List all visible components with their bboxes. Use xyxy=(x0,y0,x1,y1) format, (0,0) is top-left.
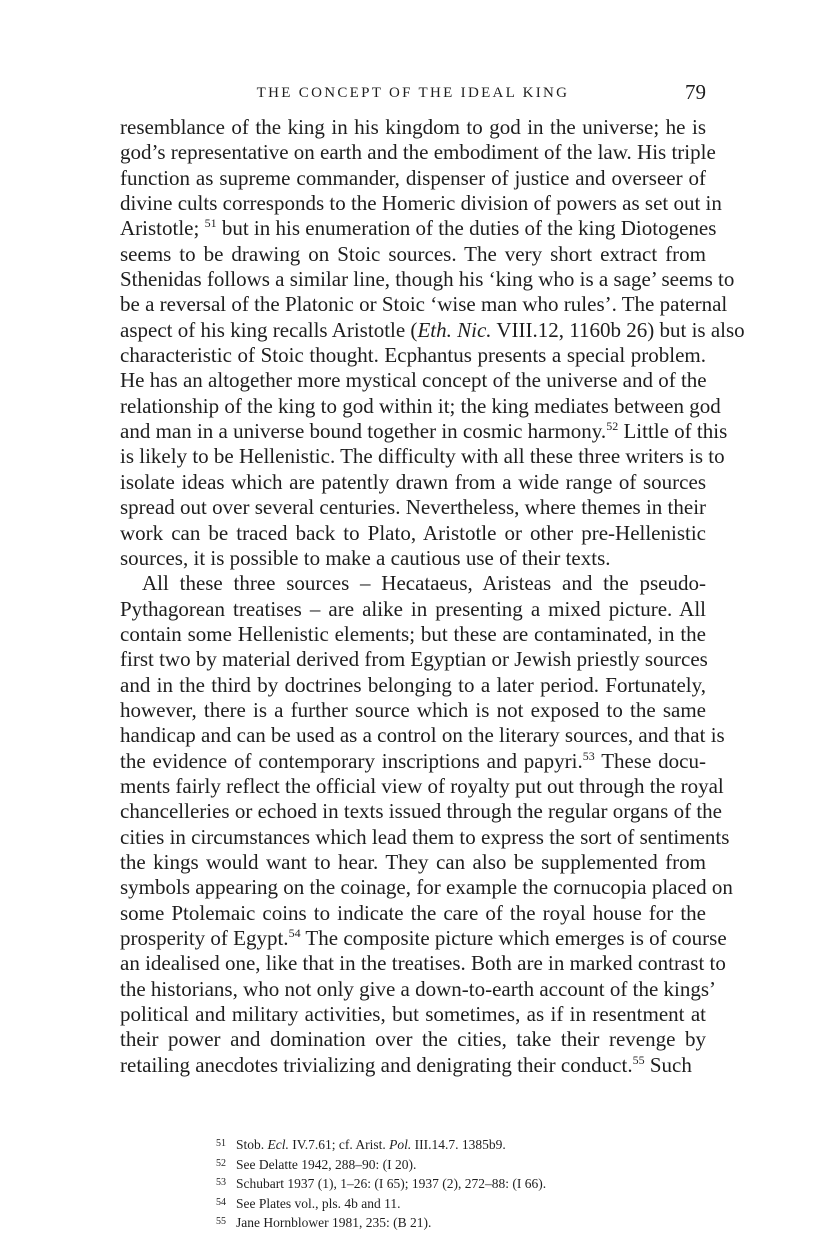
text-run: the kings would want to hear. They can also be supplemented from xyxy=(120,849,706,874)
text-run: Little of this xyxy=(618,419,728,444)
text-line xyxy=(120,495,706,520)
text-line xyxy=(120,140,716,165)
text-line xyxy=(120,191,722,216)
italic-text: Ecl. xyxy=(267,1137,289,1152)
text-run: work can be traced back to Plato, Aristotle or other pre-Hellenistic xyxy=(120,520,706,545)
footnote-number: 52 xyxy=(216,1157,226,1169)
italic-text: Eth. Nic. xyxy=(417,317,492,342)
text-run: some Ptolemaic coins to indicate the care of the royal house for the xyxy=(120,900,706,925)
text-line xyxy=(120,546,706,571)
body-text xyxy=(120,115,745,1078)
text-line xyxy=(120,901,706,926)
text-line xyxy=(120,115,706,140)
text-line xyxy=(120,1027,706,1052)
text-line xyxy=(120,799,722,824)
text-line xyxy=(120,470,706,495)
text-line xyxy=(120,1002,706,1027)
footnote-number: 53 xyxy=(216,1177,226,1188)
text-run: Sthenidas follows a similar line, though his ‘king who is a sage’ seems to xyxy=(120,267,735,292)
text-run: resemblance of the king in his kingdom to god in the universe; he is xyxy=(120,115,706,139)
text-line xyxy=(120,875,733,900)
text-line xyxy=(120,951,726,976)
footnote-marker: 51 xyxy=(204,216,217,231)
text-run: Jane Hornblower 1981, 235: (B 21). xyxy=(236,1215,432,1230)
footnote xyxy=(216,1173,706,1193)
text-run: He has an altogether more mystical concept of the universe and of the xyxy=(120,368,707,393)
text-run: god’s representative on earth and the embodiment of the law. His triple xyxy=(120,140,716,165)
text-run: III.14.7. 1385b9. xyxy=(411,1137,506,1152)
text-line xyxy=(120,926,727,951)
text-run: Schubart 1937 (1), 1–26: (I 65); 1937 (2), 272–88: (I 66). xyxy=(236,1176,547,1191)
text-line xyxy=(120,773,724,799)
text-line xyxy=(120,571,706,596)
italic-text: Pol. xyxy=(389,1137,412,1152)
text-run: be a reversal of the Platonic or Stoic ‘wise man who rules’. The paternal xyxy=(120,292,728,317)
text-run: VIII.12, 1160b 26) but is also xyxy=(491,317,745,342)
text-run: relationship of the king to god within it; the king mediates between god xyxy=(120,393,721,418)
footnote xyxy=(216,1212,706,1232)
footnote-marker: 53 xyxy=(582,748,595,763)
text-run: characteristic of Stoic thought. Ecphantus presents a special problem. xyxy=(120,343,706,368)
text-run: isolate ideas which are patently drawn from a wide range of sources xyxy=(120,469,706,494)
text-run: an idealised one, like that in the treatises. Both are in marked contrast to xyxy=(120,951,726,976)
text-run: retailing anecdotes trivializing and denigrating their conduct. xyxy=(120,1052,633,1077)
text-line xyxy=(120,850,706,875)
text-line xyxy=(120,1053,706,1078)
footnote-number: 54 xyxy=(216,1196,226,1208)
text-line xyxy=(120,444,725,469)
text-line xyxy=(120,976,717,1002)
text-run: Stob. xyxy=(236,1137,268,1152)
footnote-number: 51 xyxy=(216,1138,226,1149)
text-line xyxy=(120,698,706,723)
text-run: and man in a universe bound together in cosmic harmony. xyxy=(120,419,607,444)
text-run: symbols appearing on the coinage, for example the cornucopia placed on xyxy=(120,875,733,900)
text-line xyxy=(120,242,706,267)
text-line xyxy=(120,521,706,546)
text-run: prosperity of Egypt. xyxy=(120,926,289,950)
text-line xyxy=(120,749,706,774)
running-title: THE CONCEPT OF THE IDEAL KING xyxy=(256,85,570,101)
text-run: The composite picture which emerges is of course xyxy=(300,926,727,950)
text-run: first two by material derived from Egyptian or Jewish priestly sources xyxy=(120,647,708,672)
text-run: the evidence of contemporary inscriptions and papyri. xyxy=(120,748,583,773)
footnote-marker: 55 xyxy=(632,1052,645,1067)
text-run: and in the third by doctrines belonging to a later period. Fortunately, xyxy=(120,672,706,697)
text-run: All these three sources – Hecataeus, Aristeas and the pseudo- xyxy=(142,571,706,596)
text-run: See Plates vol., pls. 4b and 11. xyxy=(236,1195,401,1211)
text-line xyxy=(120,393,721,419)
text-line xyxy=(120,647,706,672)
footnotes xyxy=(216,1134,706,1232)
footnote xyxy=(216,1154,706,1174)
text-run: but in his enumeration of the duties of the king Diotogenes xyxy=(216,216,717,241)
text-run: Aristotle; xyxy=(120,216,205,241)
text-run: Pythagorean treatises – are alike in presenting a mixed picture. All xyxy=(120,596,706,621)
text-line xyxy=(120,824,730,850)
text-run: spread out over several centuries. Nevertheless, where themes in their xyxy=(120,495,707,520)
text-line xyxy=(120,343,706,368)
text-run: IV.7.61; cf. Arist. xyxy=(288,1137,390,1152)
footnote xyxy=(216,1134,706,1154)
page-header xyxy=(120,80,706,110)
text-run: These docu- xyxy=(594,748,706,773)
text-run: aspect of his king recalls Aristotle ( xyxy=(120,317,418,342)
text-line xyxy=(120,166,706,191)
text-line xyxy=(120,723,725,748)
footnote-number: 55 xyxy=(216,1216,226,1227)
text-run: is likely to be Hellenistic. The difficulty with all these three writers is to xyxy=(120,444,725,469)
text-run: function as supreme commander, dispenser of justice and overseer of xyxy=(120,165,706,190)
footnote-marker: 54 xyxy=(288,926,301,940)
text-run: ments fairly reflect the official view of royalty put out through the royal xyxy=(120,773,724,798)
text-line xyxy=(120,597,706,622)
text-line xyxy=(120,292,728,317)
text-run: divine cults corresponds to the Homeric division of powers as set out in xyxy=(120,191,722,216)
text-run: however, there is a further source which is not exposed to the same xyxy=(120,697,706,722)
text-run: contain some Hellenistic elements; but these are contaminated, in the xyxy=(120,621,706,646)
text-line xyxy=(120,622,706,647)
text-run: Such xyxy=(644,1052,692,1077)
text-line xyxy=(120,419,728,444)
text-line xyxy=(120,317,745,343)
text-run: seems to be drawing on Stoic sources. The very short extract from xyxy=(120,241,706,266)
text-run: chancelleries or echoed in texts issued through the regular organs of the xyxy=(120,799,722,824)
page-number: 79 xyxy=(685,80,706,104)
footnote-marker: 52 xyxy=(606,419,619,434)
text-run: the historians, who not only give a down-to-earth account of the kings’ xyxy=(120,976,717,1001)
text-line xyxy=(120,368,706,393)
text-run: sources, it is possible to make a cautious use of their texts. xyxy=(120,545,611,570)
text-run: handicap and can be used as a control on the literary sources, and that is xyxy=(120,723,725,748)
text-run: cities in circumstances which lead them to express the sort of sentiments xyxy=(120,824,730,849)
footnote xyxy=(216,1193,706,1213)
text-run: See Delatte 1942, 288–90: (I 20). xyxy=(236,1156,417,1172)
text-line xyxy=(120,267,735,292)
text-run: their power and domination over the cities, take their revenge by xyxy=(120,1027,706,1052)
text-line xyxy=(120,673,706,698)
text-line xyxy=(120,216,717,241)
text-run: political and military activities, but sometimes, as if in resentment at xyxy=(120,1002,706,1027)
